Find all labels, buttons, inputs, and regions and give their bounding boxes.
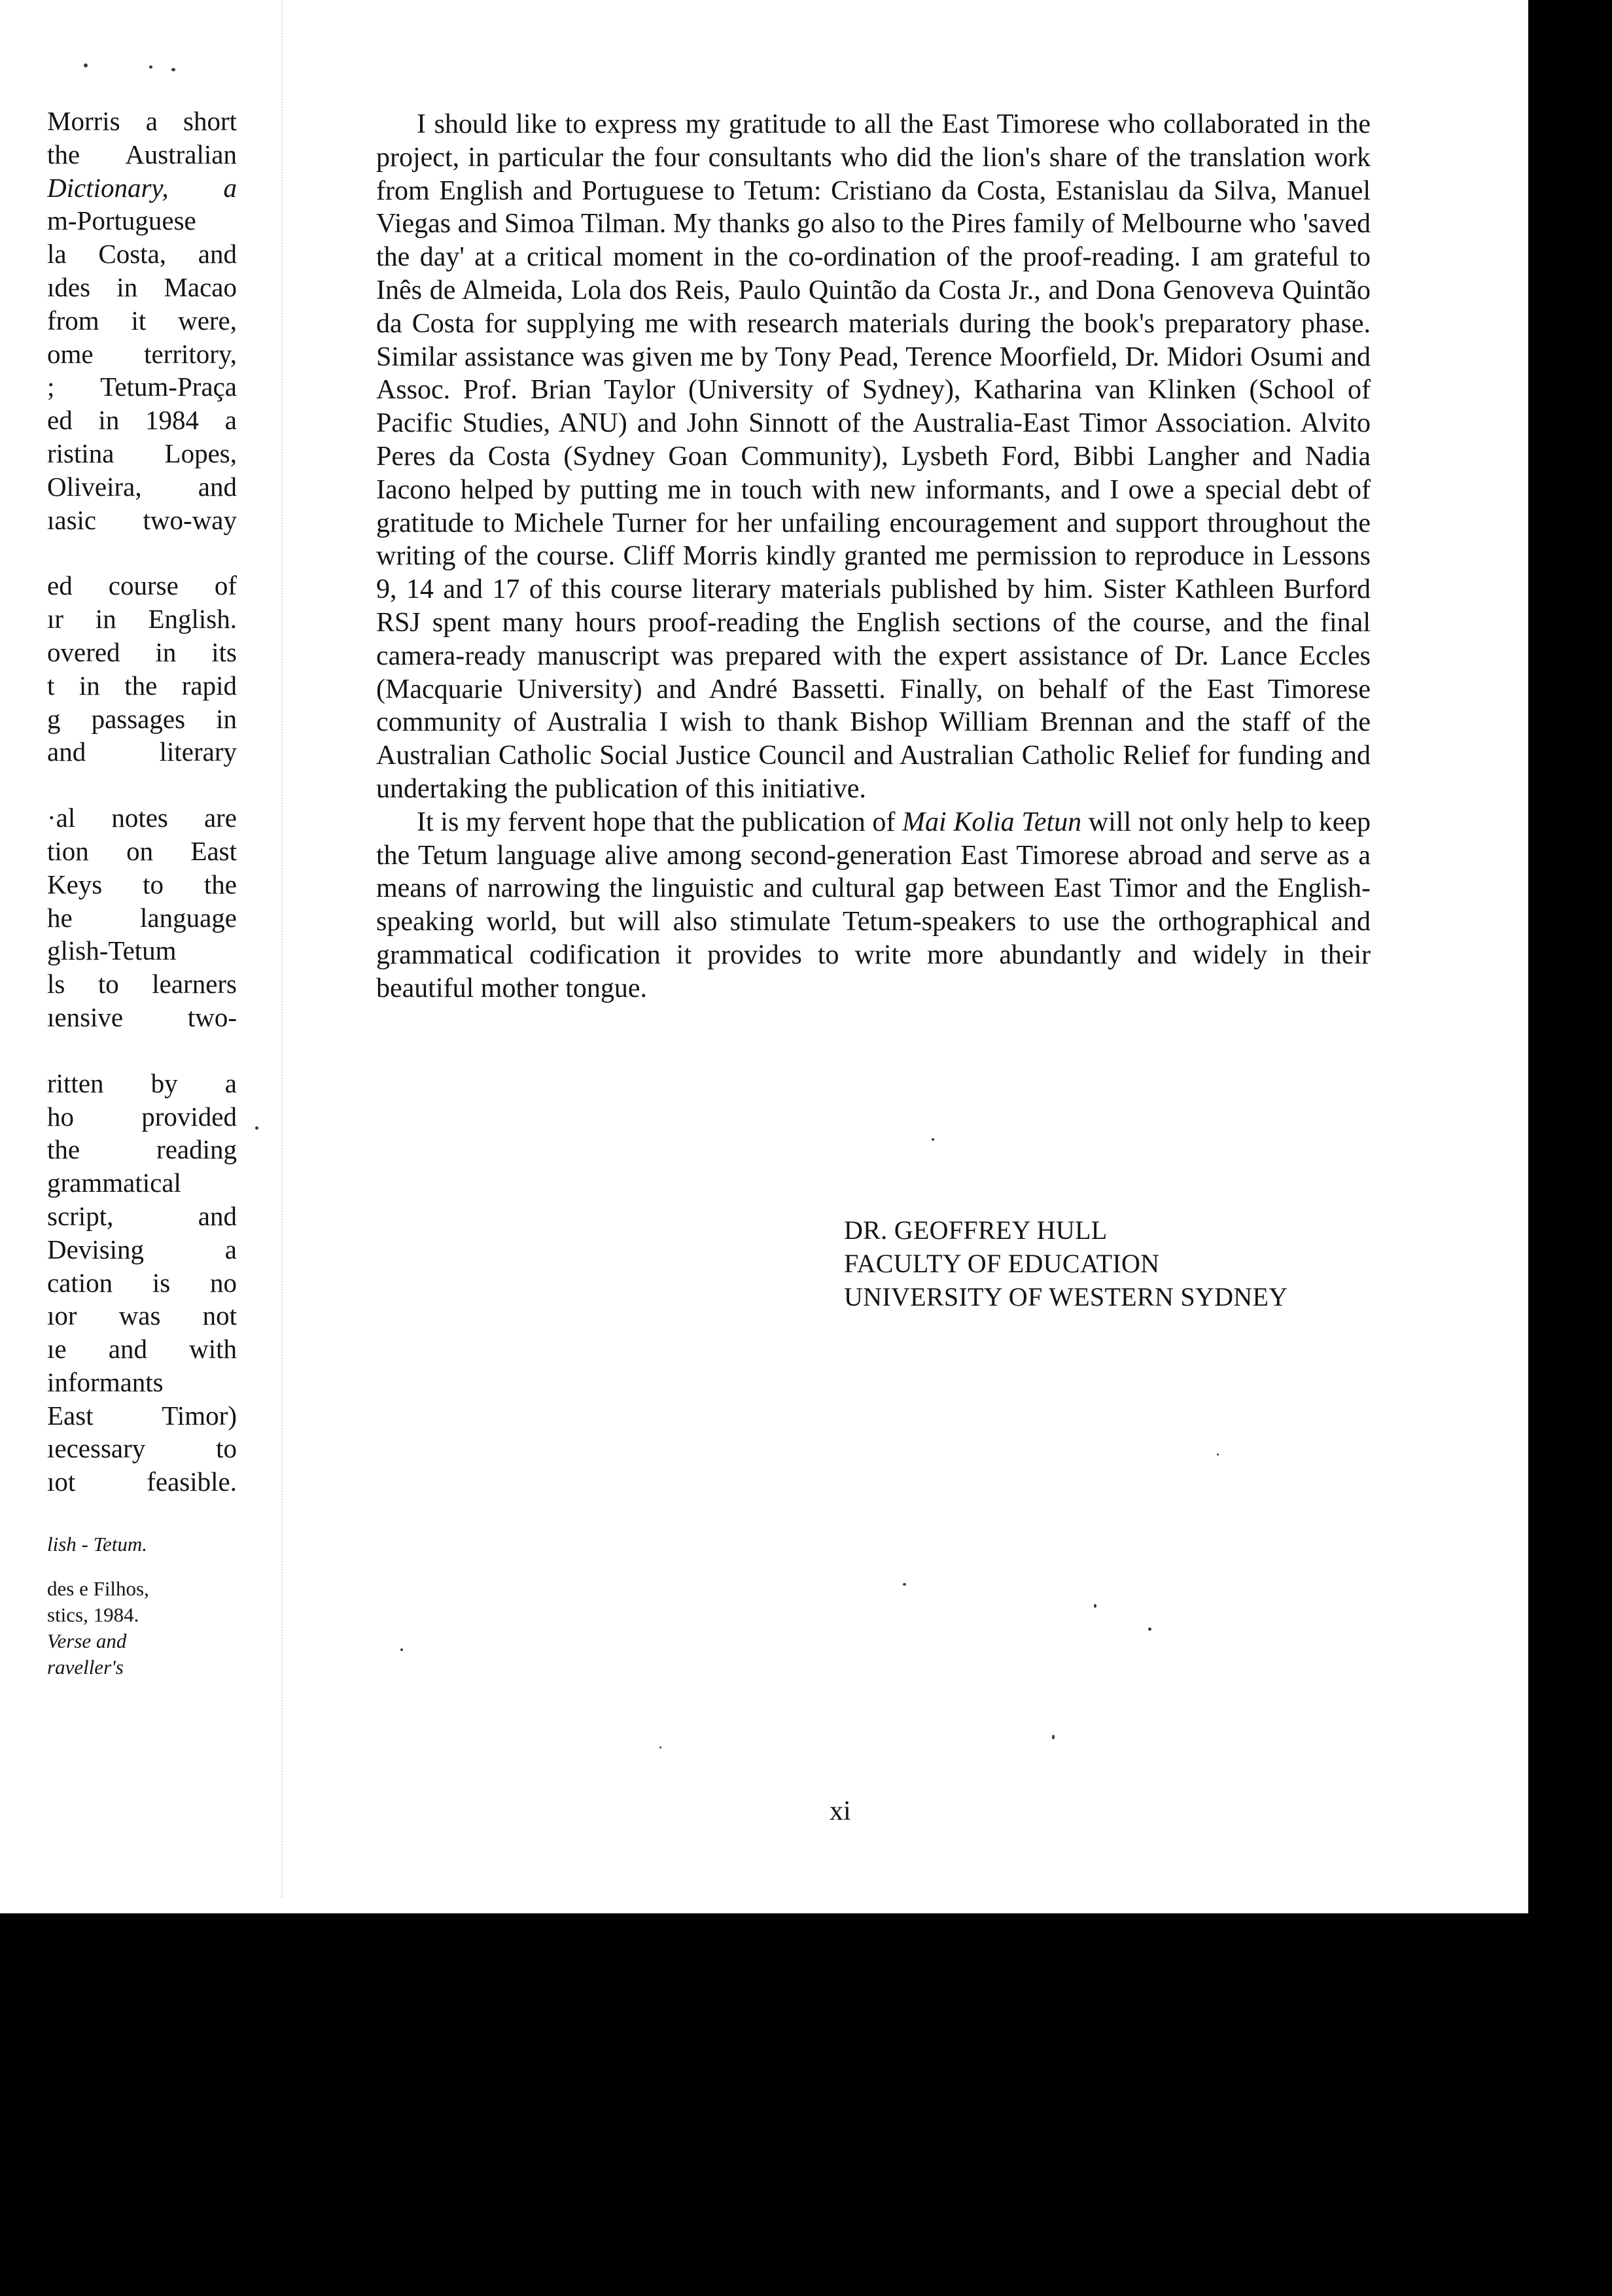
- scan-speck: [1217, 1453, 1219, 1455]
- scan-speck: [1052, 1735, 1055, 1739]
- text-line: ed course of: [47, 570, 237, 601]
- text-line: the Australian: [47, 139, 237, 169]
- scan-speck: [255, 1126, 258, 1130]
- text-line: ritten by a: [47, 1068, 237, 1098]
- text-line: grammatical: [47, 1168, 181, 1198]
- scan-speck: [1094, 1604, 1096, 1608]
- text-line: ls to learners: [47, 969, 237, 1000]
- footnote-line: lish - Tetum.: [47, 1533, 148, 1556]
- text-line: ristina Lopes,: [47, 438, 237, 468]
- text-line: from it were,: [47, 305, 237, 336]
- text-line: Oliveira, and: [47, 471, 237, 502]
- scan-speck: [84, 63, 88, 67]
- text-line: Morris a short: [47, 106, 237, 136]
- text-line: informants: [47, 1366, 164, 1397]
- text-line: script, and: [47, 1200, 237, 1231]
- text-line: t in the rapid: [47, 670, 237, 701]
- closing-text-end: will not only help to keep the Tetum language alive among second-generation East Timorese abroad and serve as a means of narrowing the linguistic and cultural gap between East Timor and the English-speaking world, but will also stimulate Tetum-speakers to use the orthographical and grammatical codification it provides to write more abundantly and widely in their beautiful mother tongue.: [376, 807, 1371, 1003]
- text-line: glish-Tetum: [47, 935, 177, 966]
- text-line: ho provided: [47, 1101, 237, 1132]
- scan-speck: [659, 1747, 661, 1748]
- page-number: xi: [830, 1796, 851, 1826]
- footnote-line: Verse and: [47, 1629, 127, 1653]
- signature-block: [844, 1213, 1288, 1313]
- facing-paragraph: [47, 105, 237, 536]
- footnote-line: raveller's: [47, 1656, 124, 1679]
- text-line: the reading: [47, 1134, 237, 1165]
- facing-page-column: [47, 105, 237, 1680]
- facing-paragraph: [47, 1067, 237, 1499]
- author-name: DR. GEOFFREY HULL: [844, 1215, 1108, 1245]
- text-line: ome territory,: [47, 338, 237, 369]
- text-line: ıot feasible.: [47, 1467, 237, 1497]
- text-line: Devising a: [47, 1234, 237, 1264]
- text-line: ıdes in Macao: [47, 271, 237, 302]
- text-line: m-Portuguese: [47, 205, 196, 236]
- page-gutter: [281, 0, 283, 1897]
- text-line: Dictionary, a: [47, 172, 237, 203]
- author-faculty: FACULTY OF EDUCATION: [844, 1249, 1160, 1278]
- text-line: g passages in: [47, 703, 237, 734]
- text-line: ; Tetum-Praça: [47, 372, 237, 402]
- footnote-line: stics, 1984.: [47, 1603, 139, 1627]
- text-line: ed in 1984 a: [47, 405, 237, 436]
- text-line: Keys to the: [47, 869, 237, 899]
- facing-footnotes: [47, 1531, 237, 1680]
- text-line: ·al notes are: [47, 803, 237, 833]
- footnote-line: des e Filhos,: [47, 1577, 149, 1601]
- closing-paragraph: [376, 806, 1371, 1005]
- text-line: la Costa, and: [47, 239, 237, 270]
- text-line: overed in its: [47, 636, 237, 667]
- text-line: ıensive two-: [47, 1001, 237, 1032]
- text-line: he language: [47, 902, 237, 933]
- text-line: ıe and with: [47, 1334, 237, 1365]
- text-line: ıor was not: [47, 1300, 237, 1331]
- text-line: ıasic two-way: [47, 504, 237, 535]
- scan-speck: [400, 1648, 403, 1651]
- scan-speck: [1148, 1627, 1151, 1631]
- text-line: East Timor): [47, 1400, 237, 1431]
- scan-speck: [903, 1583, 906, 1586]
- facing-paragraph: [47, 801, 237, 1034]
- acknowledgements-paragraph: I should like to express my gratitude to all the East Timorese who collaborated in the project, in particular the four consultants who did the lion's share of the translation work from English and Portuguese to Tetum: Cristiano da Costa, Estanislau da Silva, Manuel Viegas and Simoa Tilman. My thanks go also to the Pires family of Melbourne who 'saved the day' at a critical moment in the co-ordination of the proof-reading. I am grateful to Inês de Almeida, Lola dos Reis, Paulo Quintão da Costa Jr., and Dona Genoveva Quintão da Costa for supplying me with research materials during the book's preparatory phase. Similar assistance was given me by Tony Pead, Terence Moorfield, Dr. Midori Osumi and Assoc. Prof. Brian Taylor (University of Sydney), Katharina van Klinken (School of Pacific Studies, ANU) and John Sinnott of the Australia-East Timor Association. Alvito Peres da Costa (Sydney Goan Community), Lysbeth Ford, Bibbi Langher and Nadia Iacono helped by putting me in touch with new informants, and I owe a special debt of gratitude to Michele Turner for her unfailing encouragement and support throughout the writing of the course. Cliff Morris kindly granted me permission to reproduce in Lessons 9, 14 and 17 of this course literary materials published by him. Sister Kathleen Burford RSJ spent many hours proof-reading the English sections of the course, and the final camera-ready manuscript was prepared with the expert assistance of Dr. Lance Eccles (Macquarie University) and André Bassetti. Finally, on behalf of the East Timorese community of Australia I wish to thank Bishop William Brennan and the staff of the Australian Catholic Social Justice Council and Australian Catholic Relief for funding and undertaking the publication of this initiative.: [376, 109, 1371, 804]
- text-line: and literary: [47, 737, 237, 767]
- text-line: tion on East: [47, 835, 237, 866]
- closing-text-start: It is my fervent hope that the publication of: [417, 807, 903, 837]
- text-line: ıecessary to: [47, 1433, 237, 1464]
- book-title: Mai Kolia Tetun: [902, 807, 1082, 837]
- text-line: cation is no: [47, 1267, 237, 1298]
- scan-speck: [171, 68, 175, 71]
- facing-paragraph: [47, 569, 237, 769]
- text-line: ır in English.: [47, 604, 237, 635]
- main-text-column: [376, 108, 1371, 1005]
- scan-speck: [932, 1138, 934, 1141]
- scan-speck: [149, 65, 152, 69]
- scan-border-bottom: [0, 1913, 1612, 2296]
- author-university: UNIVERSITY OF WESTERN SYDNEY: [844, 1282, 1288, 1312]
